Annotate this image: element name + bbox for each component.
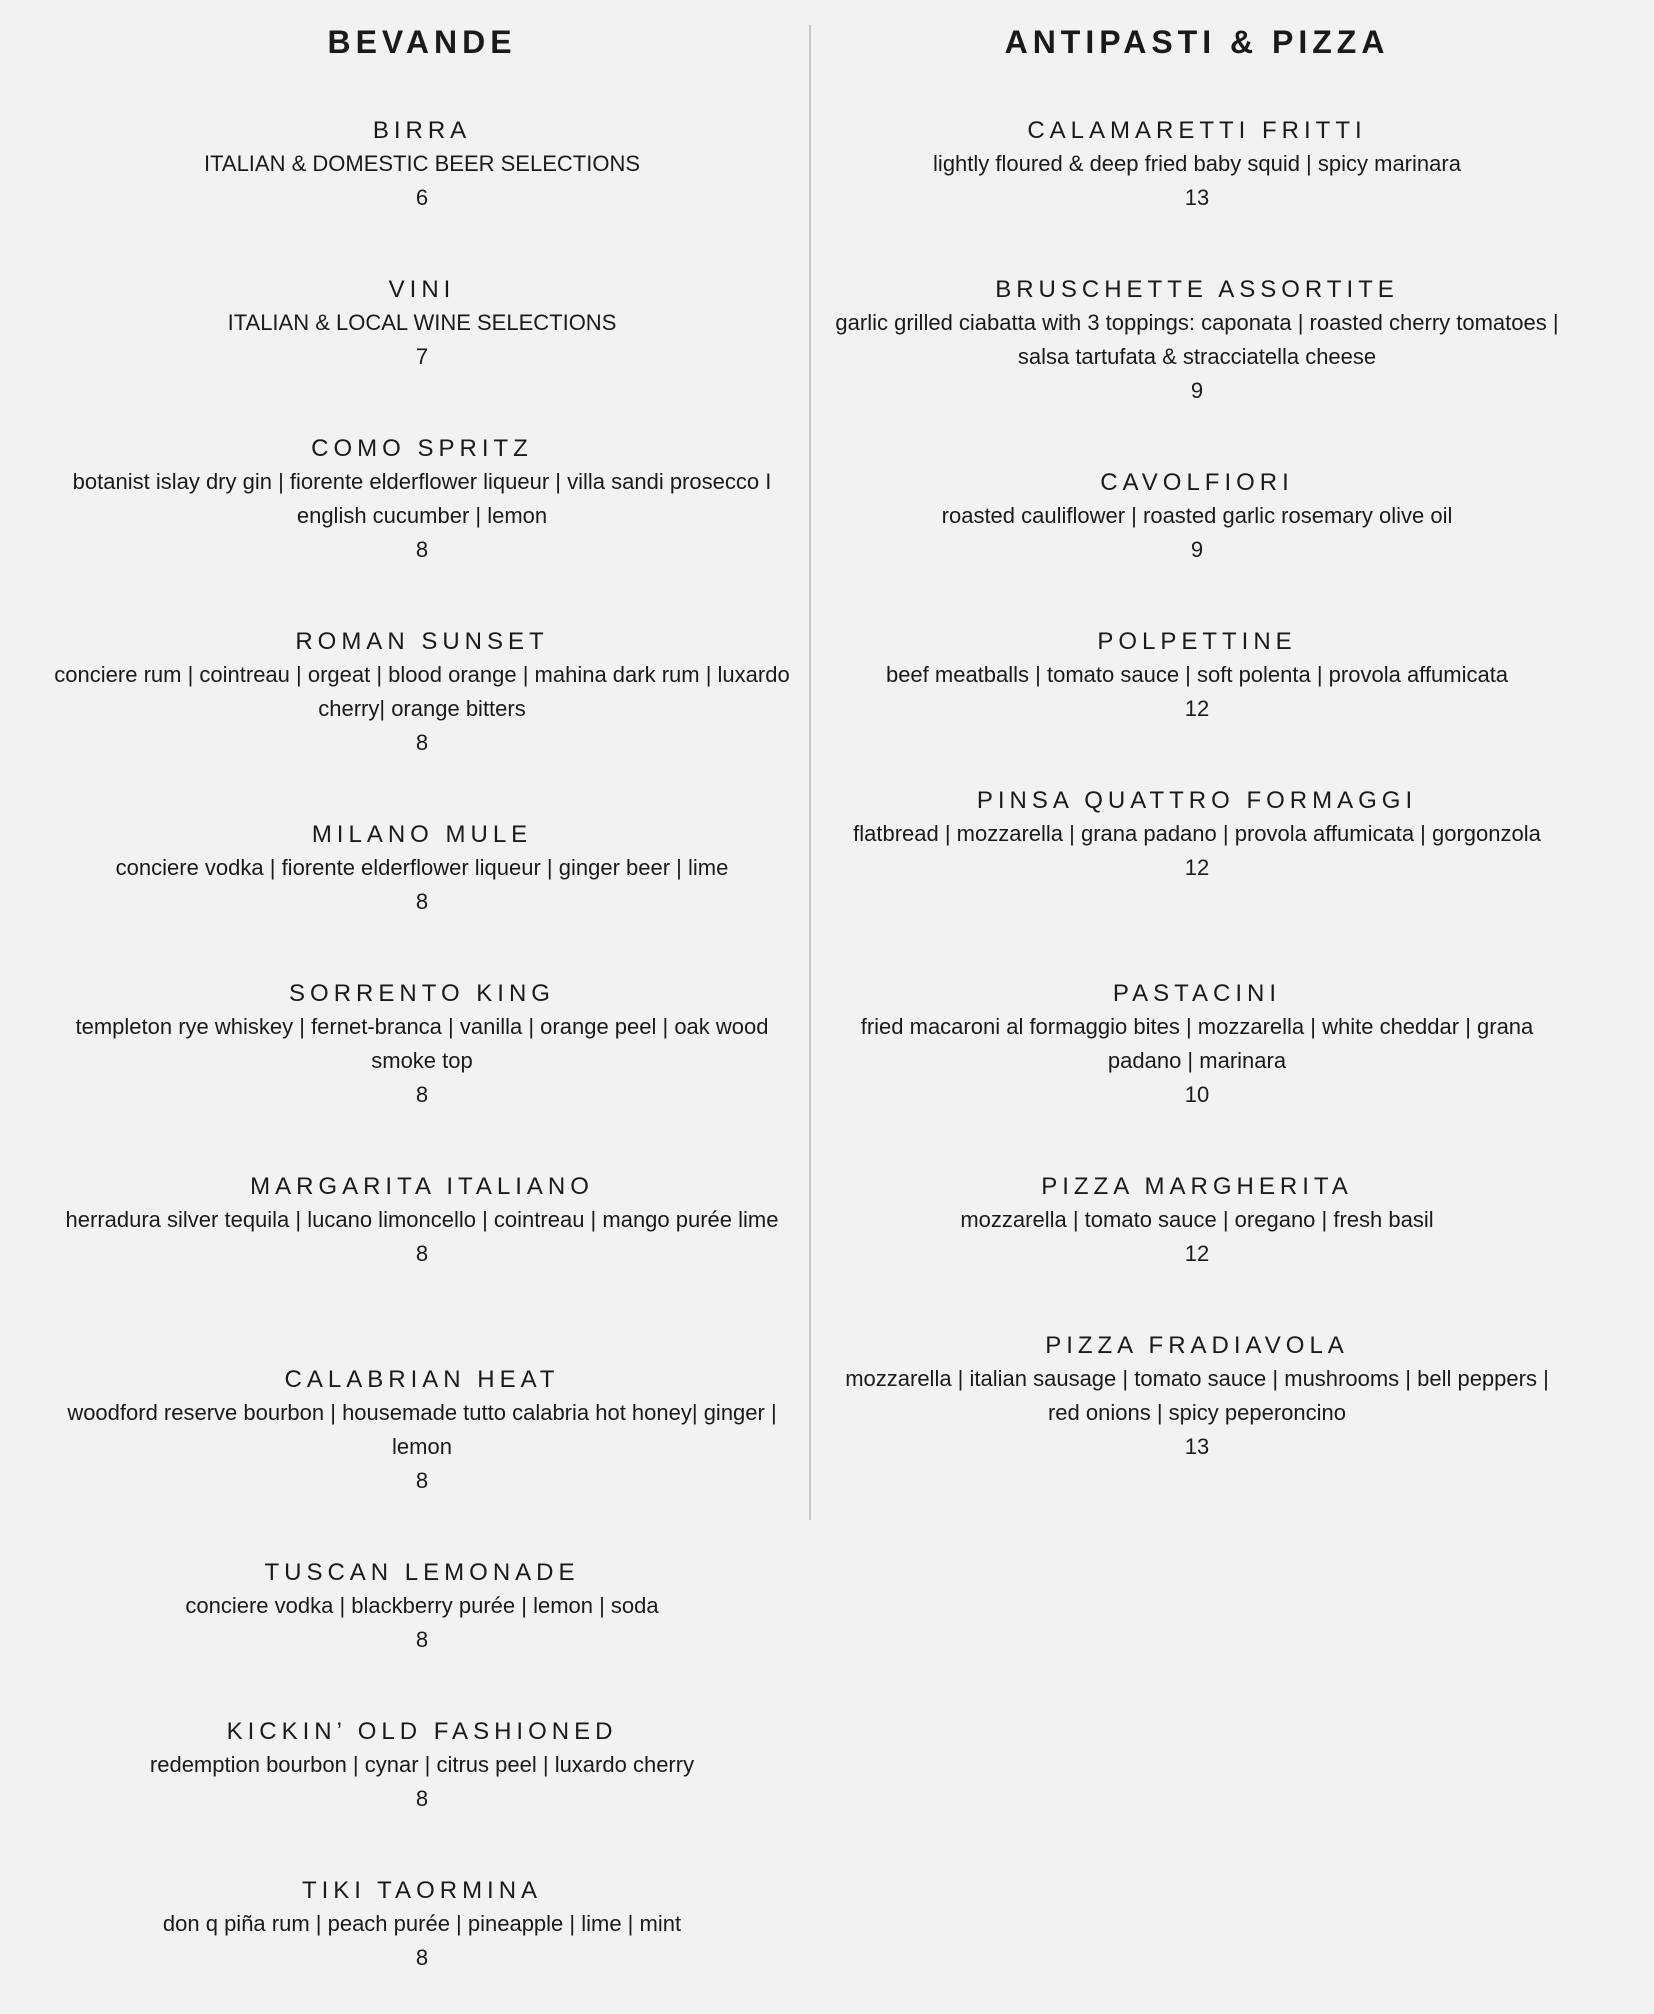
item-name: TIKI TAORMINA [301,1877,543,1904]
item-description: conciere vodka | fiorente elderflower liqueur | ginger beer | lime [115,855,729,880]
menu-item [46,819,798,919]
item-description: fried macaroni al formaggio bites | mozzarella | white cheddar | grana padano | marinara [860,1014,1534,1073]
item-description: garlic grilled ciabatta with 3 toppings: caponata | roasted cherry tomatoes | salsa tartufata & stracciatella cheese [835,310,1559,369]
item-description: ITALIAN & LOCAL WINE SELECTIONS [227,310,617,335]
item-price: 8 [415,730,429,755]
item-name: PASTACINI [1112,980,1282,1007]
menu-item [46,978,798,1112]
item-price: 13 [1184,185,1210,210]
item-name: ROMAN SUNSET [295,628,549,655]
item-price: 12 [1184,1241,1210,1266]
menu-item [820,626,1574,726]
item-price: 6 [415,185,429,210]
menu-item [820,467,1574,567]
item-name: CAVOLFIORI [1100,469,1294,496]
column-divider [809,25,811,1520]
item-price: 8 [415,889,429,914]
item-name: VINI [388,276,456,303]
menu-item [820,274,1574,408]
menu-item [820,115,1574,215]
item-price: 12 [1184,855,1210,880]
item-price: 9 [1190,378,1204,403]
item-description: lightly floured & deep fried baby squid | spicy marinara [933,151,1461,176]
menu-item [46,1364,798,1498]
item-name: PINSA QUATTRO FORMAGGI [976,787,1418,814]
item-name: PIZZA FRADIAVOLA [1045,1332,1349,1359]
menu-item [820,978,1574,1112]
item-price: 8 [415,537,429,562]
item-price: 8 [415,1627,429,1652]
item-description: beef meatballs | tomato sauce | soft polenta | provola affumicata [885,662,1509,687]
antipasti-heading: ANTIPASTI & PIZZA [1004,24,1390,60]
bevande-heading: BEVANDE [327,24,517,60]
menu-item [46,1716,798,1816]
item-name: SORRENTO KING [289,980,555,1007]
menu-item [46,115,798,215]
menu-item [820,1171,1574,1271]
item-description: roasted cauliflower | roasted garlic rosemary olive oil [941,503,1453,528]
item-description: conciere vodka | blackberry purée | lemon | soda [185,1593,659,1618]
item-description: flatbread | mozzarella | grana padano | provola affumicata | gorgonzola [853,821,1541,846]
item-name: COMO SPRITZ [311,435,533,462]
item-description: templeton rye whiskey | fernet-branca | vanilla | orange peel | oak wood smoke top [75,1014,769,1073]
menu-item [46,1875,798,1975]
item-price: 10 [1184,1082,1210,1107]
item-name: MILANO MULE [311,821,533,848]
menu-item [46,433,798,567]
item-description: ITALIAN & DOMESTIC BEER SELECTIONS [203,151,640,176]
menu-item [820,785,1574,885]
item-description: conciere rum | cointreau | orgeat | blood orange | mahina dark rum | luxardo cherry| orange bitters [54,662,790,721]
item-price: 8 [415,1786,429,1811]
item-description: mozzarella | italian sausage | tomato sauce | mushrooms | bell peppers | red onions | spicy peperoncino [845,1366,1549,1425]
item-price: 12 [1184,696,1210,721]
menu-item [820,1330,1574,1464]
item-price: 8 [415,1945,429,1970]
item-name: CALABRIAN HEAT [284,1366,560,1393]
item-description: mozzarella | tomato sauce | oregano | fresh basil [960,1207,1434,1232]
item-name: MARGARITA ITALIANO [250,1173,594,1200]
item-name: CALAMARETTI FRITTI [1027,117,1367,144]
item-name: POLPETTINE [1097,628,1297,655]
item-description: botanist islay dry gin | fiorente elderflower liqueur | villa sandi prosecco I english cucumber | lemon [72,469,772,528]
item-price: 7 [415,344,429,369]
item-price: 9 [1190,537,1204,562]
item-name: TUSCAN LEMONADE [264,1559,580,1586]
item-price: 8 [415,1241,429,1266]
menu-item [46,274,798,374]
item-price: 8 [415,1468,429,1493]
item-description: herradura silver tequila | lucano limoncello | cointreau | mango purée lime [65,1207,779,1232]
menu-item [46,1171,798,1271]
item-description: woodford reserve bourbon | housemade tutto calabria hot honey| ginger | lemon [67,1400,777,1459]
item-name: PIZZA MARGHERITA [1041,1173,1353,1200]
item-name: BIRRA [372,117,472,144]
item-price: 8 [415,1082,429,1107]
item-name: KICKIN’ OLD FASHIONED [226,1718,618,1745]
item-description: redemption bourbon | cynar | citrus peel | luxardo cherry [149,1752,695,1777]
menu-item [46,1557,798,1657]
item-description: don q piña rum | peach purée | pineapple | lime | mint [162,1911,682,1936]
item-price: 13 [1184,1434,1210,1459]
item-name: BRUSCHETTE ASSORTITE [995,276,1399,303]
menu-item [46,626,798,760]
